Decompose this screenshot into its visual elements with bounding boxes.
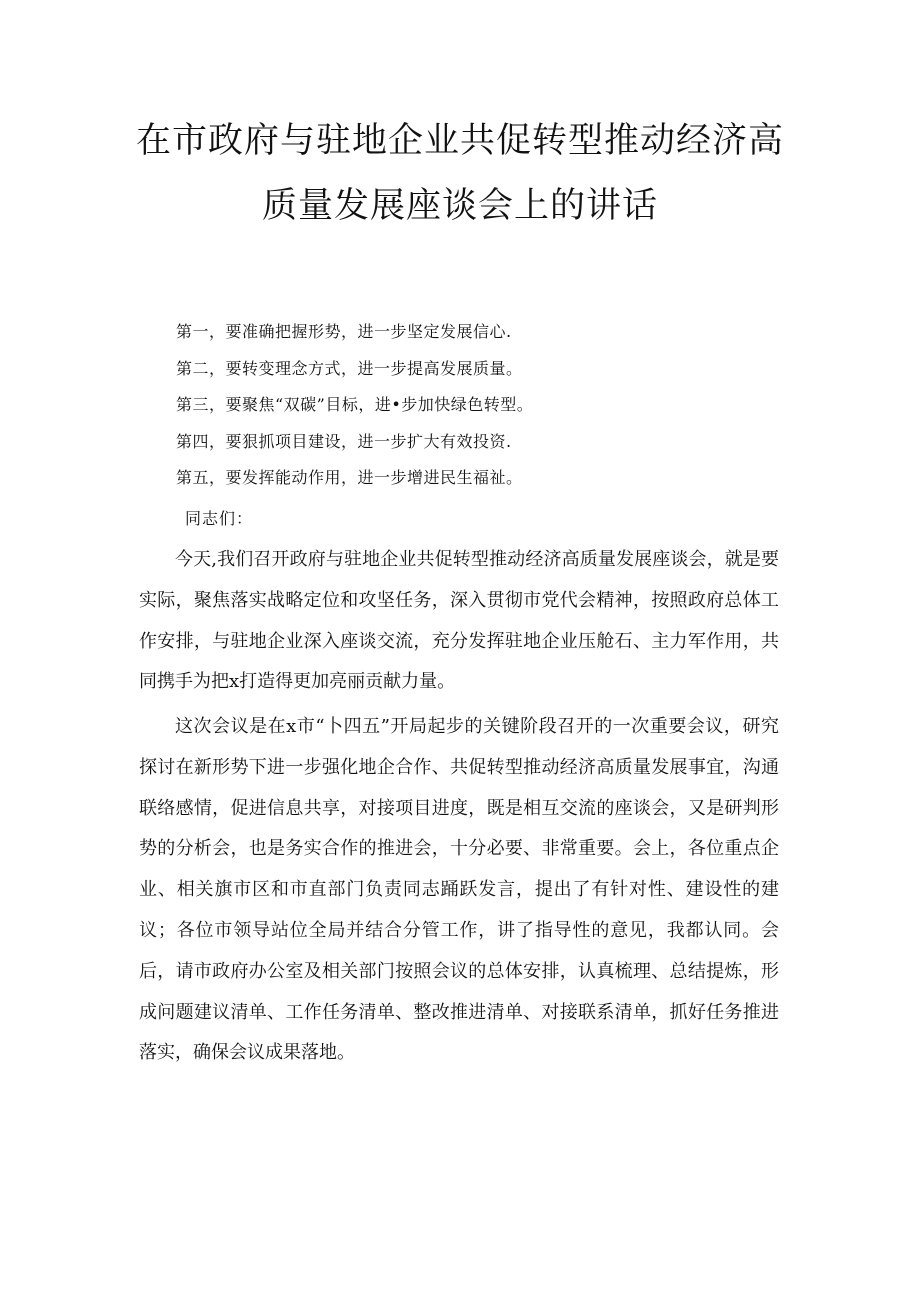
document-title-line-1: 在市政府与驻地企业共促转型推动经济高 [135, 121, 784, 161]
key-point-3: 第三，要聚焦“双碳”目标，进•步加快绿色转型。 [176, 395, 534, 414]
salutation: 同志们： [185, 509, 254, 528]
key-point-4: 第四，要狠抓项目建设，进一步扩大有效投资. [176, 431, 512, 451]
key-point-1: 第一，要准确把握形势，进一步坚定发展信心. [176, 322, 512, 341]
key-point-2: 第二，要转变理念方式，进一步提高发展质量。 [176, 358, 523, 378]
body-paragraph-1: 今天,我们召开政府与驻地企业共促转型推动经济高质量发展座谈会，就是要实际，聚焦落实战略定位和攻坚任务，深入贯彻市党代会精神，按照政府总体工作安排，与驻地企业深入座谈交流，充分发挥驻地企业压舱石、主力军作用，共同携手为把x打造得更加亮丽贡献力量。 [139, 549, 779, 693]
key-point-5: 第五，要发挥能动作用，进一步增进民生福祉。 [176, 468, 523, 487]
key-points-list [176, 314, 796, 497]
body-paragraph-2: 这次会议是在x市“卜四五”开局起步的关键阶段召开的一次重要会议，研究探讨在新形势下进一步强化地企合作、共促转型推动经济高质量发展事宜，沟通联络感情，促进信息共享，对接项目进度，既是相互交流的座谈会，又是研判形势的分析会，也是务实合作的推进会，十分必要、非常重要。会上，各位重点企业、相关旗市区和市直部门负责同志踊跃发言，提出了有针对性、建设性的建议；各位市领导站位全局并结合分管工作，讲了指导性的意见，我都认同。会后，请市政府办公室及相关部门按照会议的总体安排，认真梳理、总结提炼，形成问题建议清单、工作任务清单、整改推进清单、对接联系清单，抓好任务推进落实，确保会议成果落地。 [139, 716, 779, 1064]
document-title-line-2: 质量发展座谈会上的讲话 [261, 186, 658, 226]
